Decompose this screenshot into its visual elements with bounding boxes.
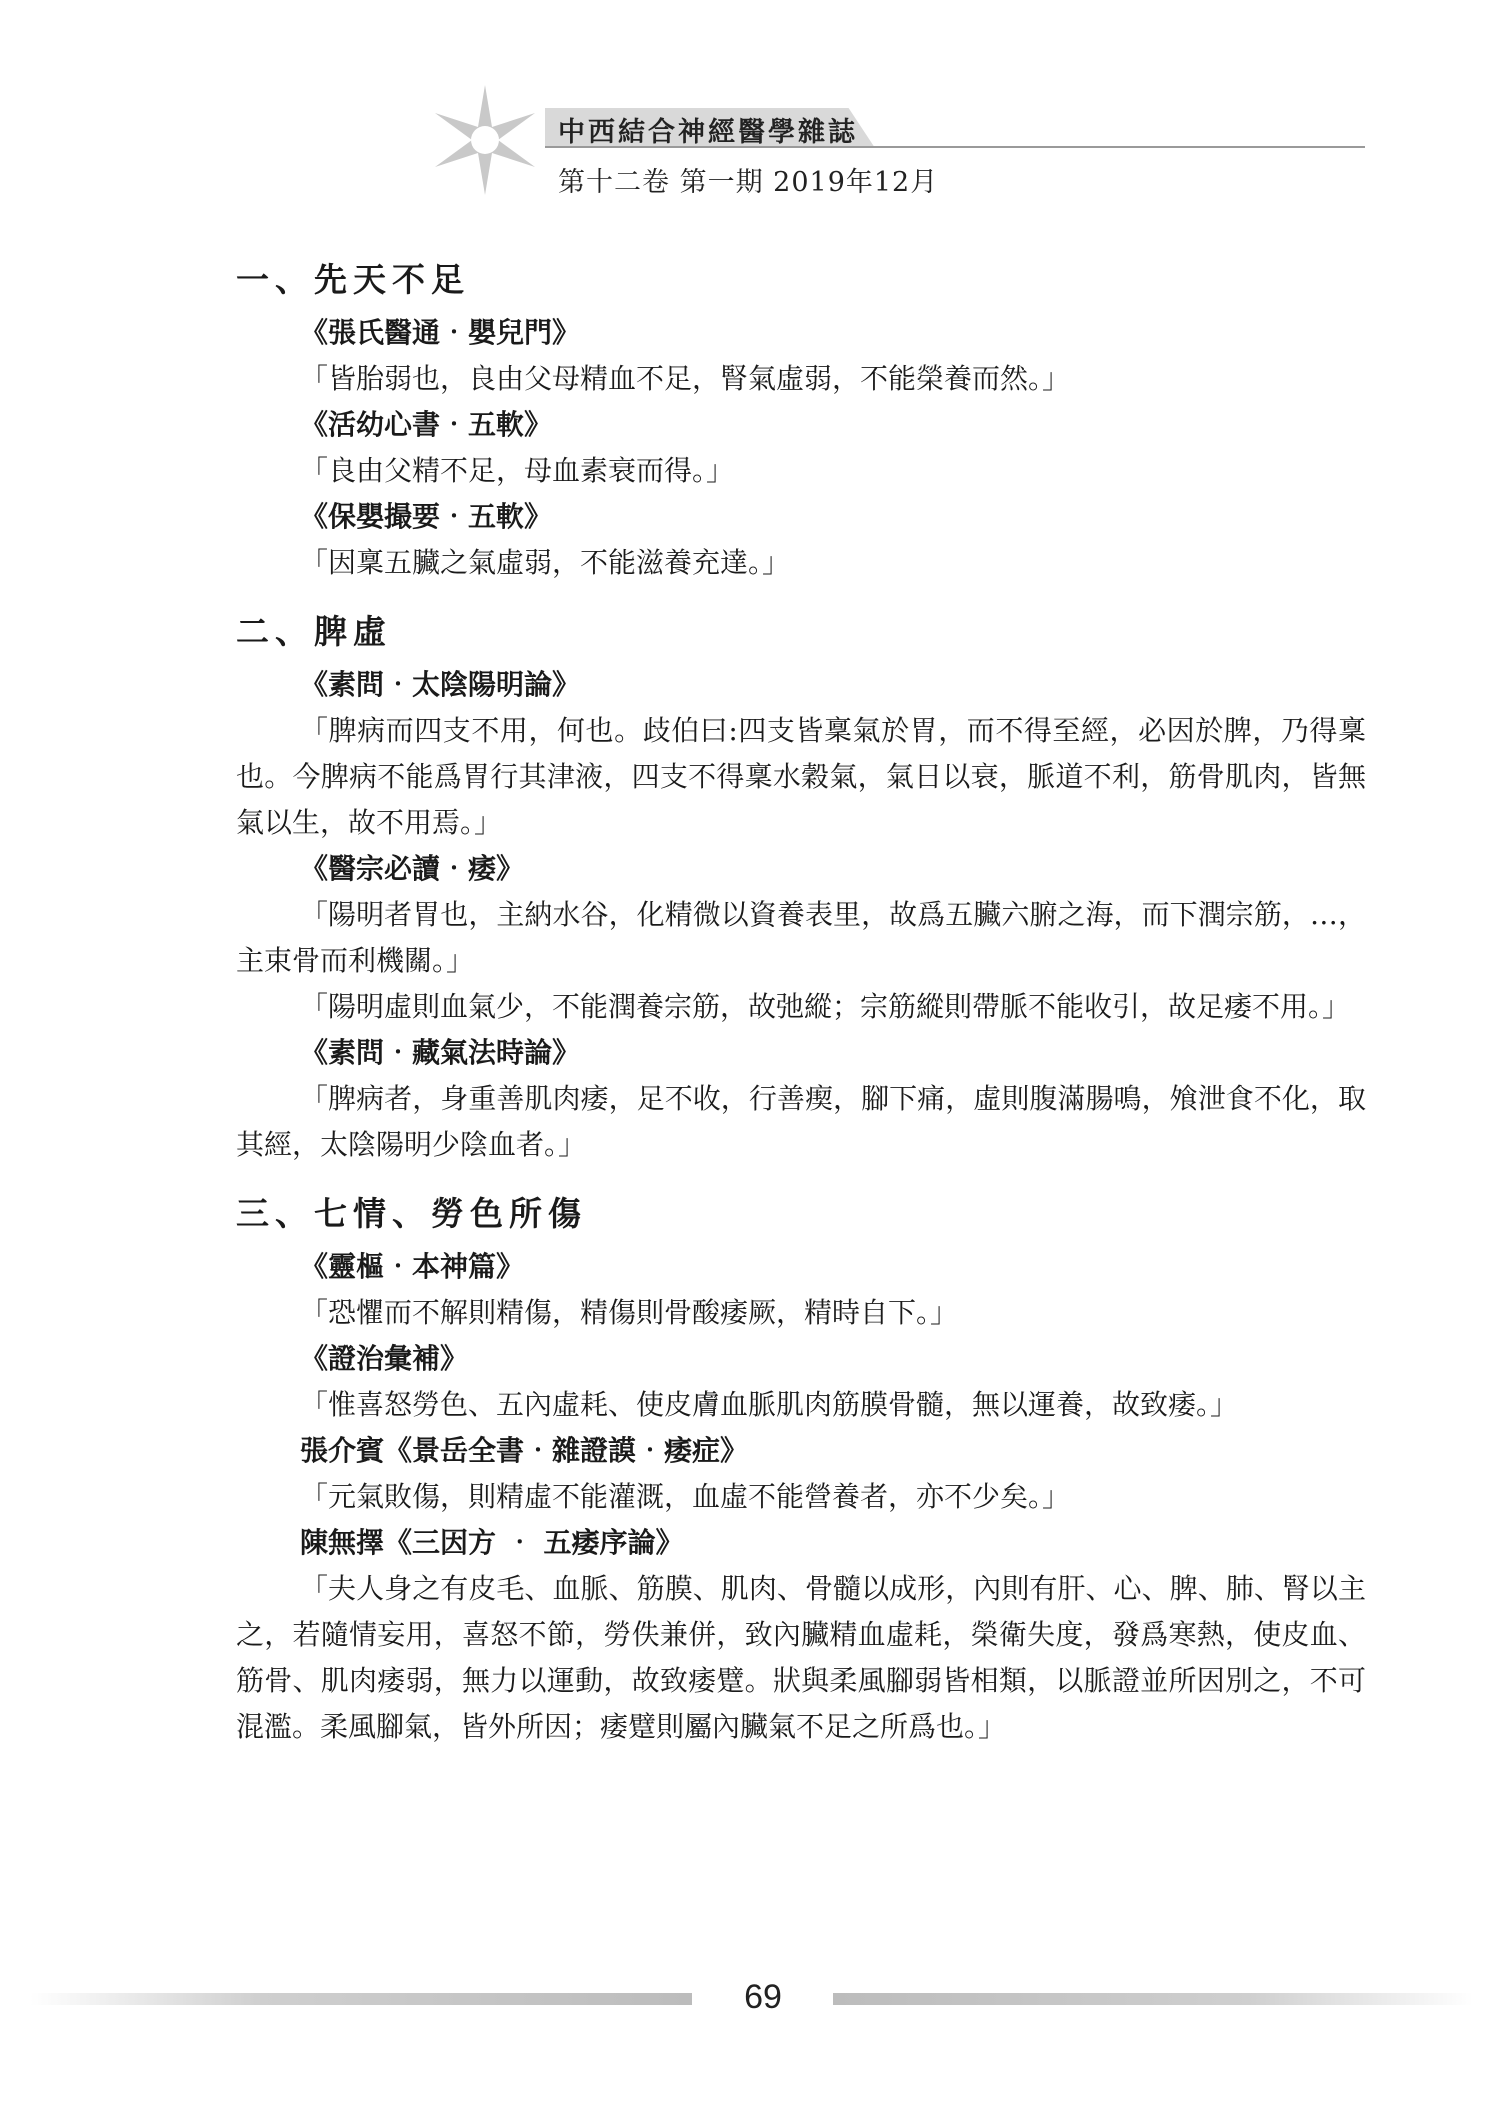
- page-number: 69: [744, 1978, 782, 2016]
- citation-source: 《活幼心書‧五軟》: [300, 408, 553, 441]
- citation-paragraph: 「脾病者，身重善肌肉痿，足不收，行善瘈，腳下痛，虛則腹滿腸鳴，飧泄食不化，取其經，太陰陽明少陰血者。」: [236, 1082, 1366, 1161]
- citation-source: 《靈樞‧本神篇》: [300, 1250, 525, 1283]
- citation-quote: 「恐懼而不解則精傷，精傷則骨酸痿厥，精時自下。」: [300, 1296, 959, 1329]
- citation-paragraph: 「陽明者胃也，主納水谷，化精微以資養表里，故爲五臟六腑之海，而下潤宗筋，…，主束骨而利機關。」: [236, 898, 1366, 977]
- citation-source: 《張氏醫通‧嬰兒門》: [300, 316, 581, 349]
- section-heading: 二、脾虛: [236, 612, 392, 651]
- citation-source: 《證治彙補》: [300, 1342, 469, 1375]
- citation-paragraph: 「脾病而四支不用，何也。歧伯曰:四支皆稟氣於胃，而不得至經，必因於脾，乃得稟也。今脾病不能爲胃行其津液，四支不得稟水穀氣，氣日以衰，脈道不利，筋骨肌肉，皆無氣以生，故不用焉。」: [236, 714, 1366, 839]
- citation-source: 張介賓《景岳全書‧雜證謨‧痿症》: [300, 1434, 749, 1467]
- citation-quote: 「元氣敗傷，則精虛不能灌溉，血虛不能營養者，亦不少矣。」: [300, 1480, 1071, 1513]
- citation-quote: 「皆胎弱也，良由父母精血不足，腎氣虛弱，不能榮養而然。」: [300, 362, 1071, 395]
- citation-paragraph: 「陽明虛則血氣少，不能潤養宗筋，故弛縱；宗筋縱則帶脈不能收引，故足痿不用。」: [300, 990, 1351, 1023]
- star-logo-icon: [430, 85, 540, 195]
- citation-source: 《醫宗必讀‧痿》: [300, 852, 525, 885]
- citation-quote: 「惟喜怒勞色、五內虛耗、使皮膚血脈肌肉筋膜骨髓，無以運養，故致痿。」: [300, 1388, 1239, 1421]
- footer-bar-right: [833, 1993, 1473, 2005]
- citation-source: 陳無擇《三因方 ‧ 五痿序論》: [300, 1526, 684, 1559]
- footer-bar-left: [30, 1993, 692, 2005]
- citation-quote: 「因稟五臟之氣虛弱，不能滋養充達。」: [300, 546, 791, 579]
- citation-source: 《素問‧藏氣法時論》: [300, 1036, 581, 1069]
- issue-info: 第十二卷 第一期 2019年12月: [558, 167, 939, 198]
- journal-title: 中西結合神經醫學雜誌: [558, 117, 858, 148]
- section-heading: 一、先天不足: [236, 260, 470, 299]
- page-header: [0, 0, 1500, 230]
- citation-paragraph: 「夫人身之有皮毛、血脈、筋膜、肌肉、骨髓以成形，內則有肝、心、脾、肺、腎以主之，若隨情妄用，喜怒不節，勞佚兼併，致內臟精血虛耗，榮衛失度，發爲寒熱，使皮血、筋骨、肌肉痿弱，無力以運動，故致痿躄。狀與柔風腳弱皆相類，以脈證並所因別之，不可混濫。柔風腳氣，皆外所因；痿躄則屬內臟氣不足之所爲也。」: [236, 1572, 1366, 1743]
- citation-quote: 「良由父精不足，母血素衰而得。」: [300, 454, 735, 487]
- citation-source: 《素問‧太陰陽明論》: [300, 668, 581, 701]
- section-heading: 三、七情、勞色所傷: [236, 1194, 587, 1233]
- citation-source: 《保嬰撮要‧五軟》: [300, 500, 553, 533]
- article-body: [236, 258, 1366, 1750]
